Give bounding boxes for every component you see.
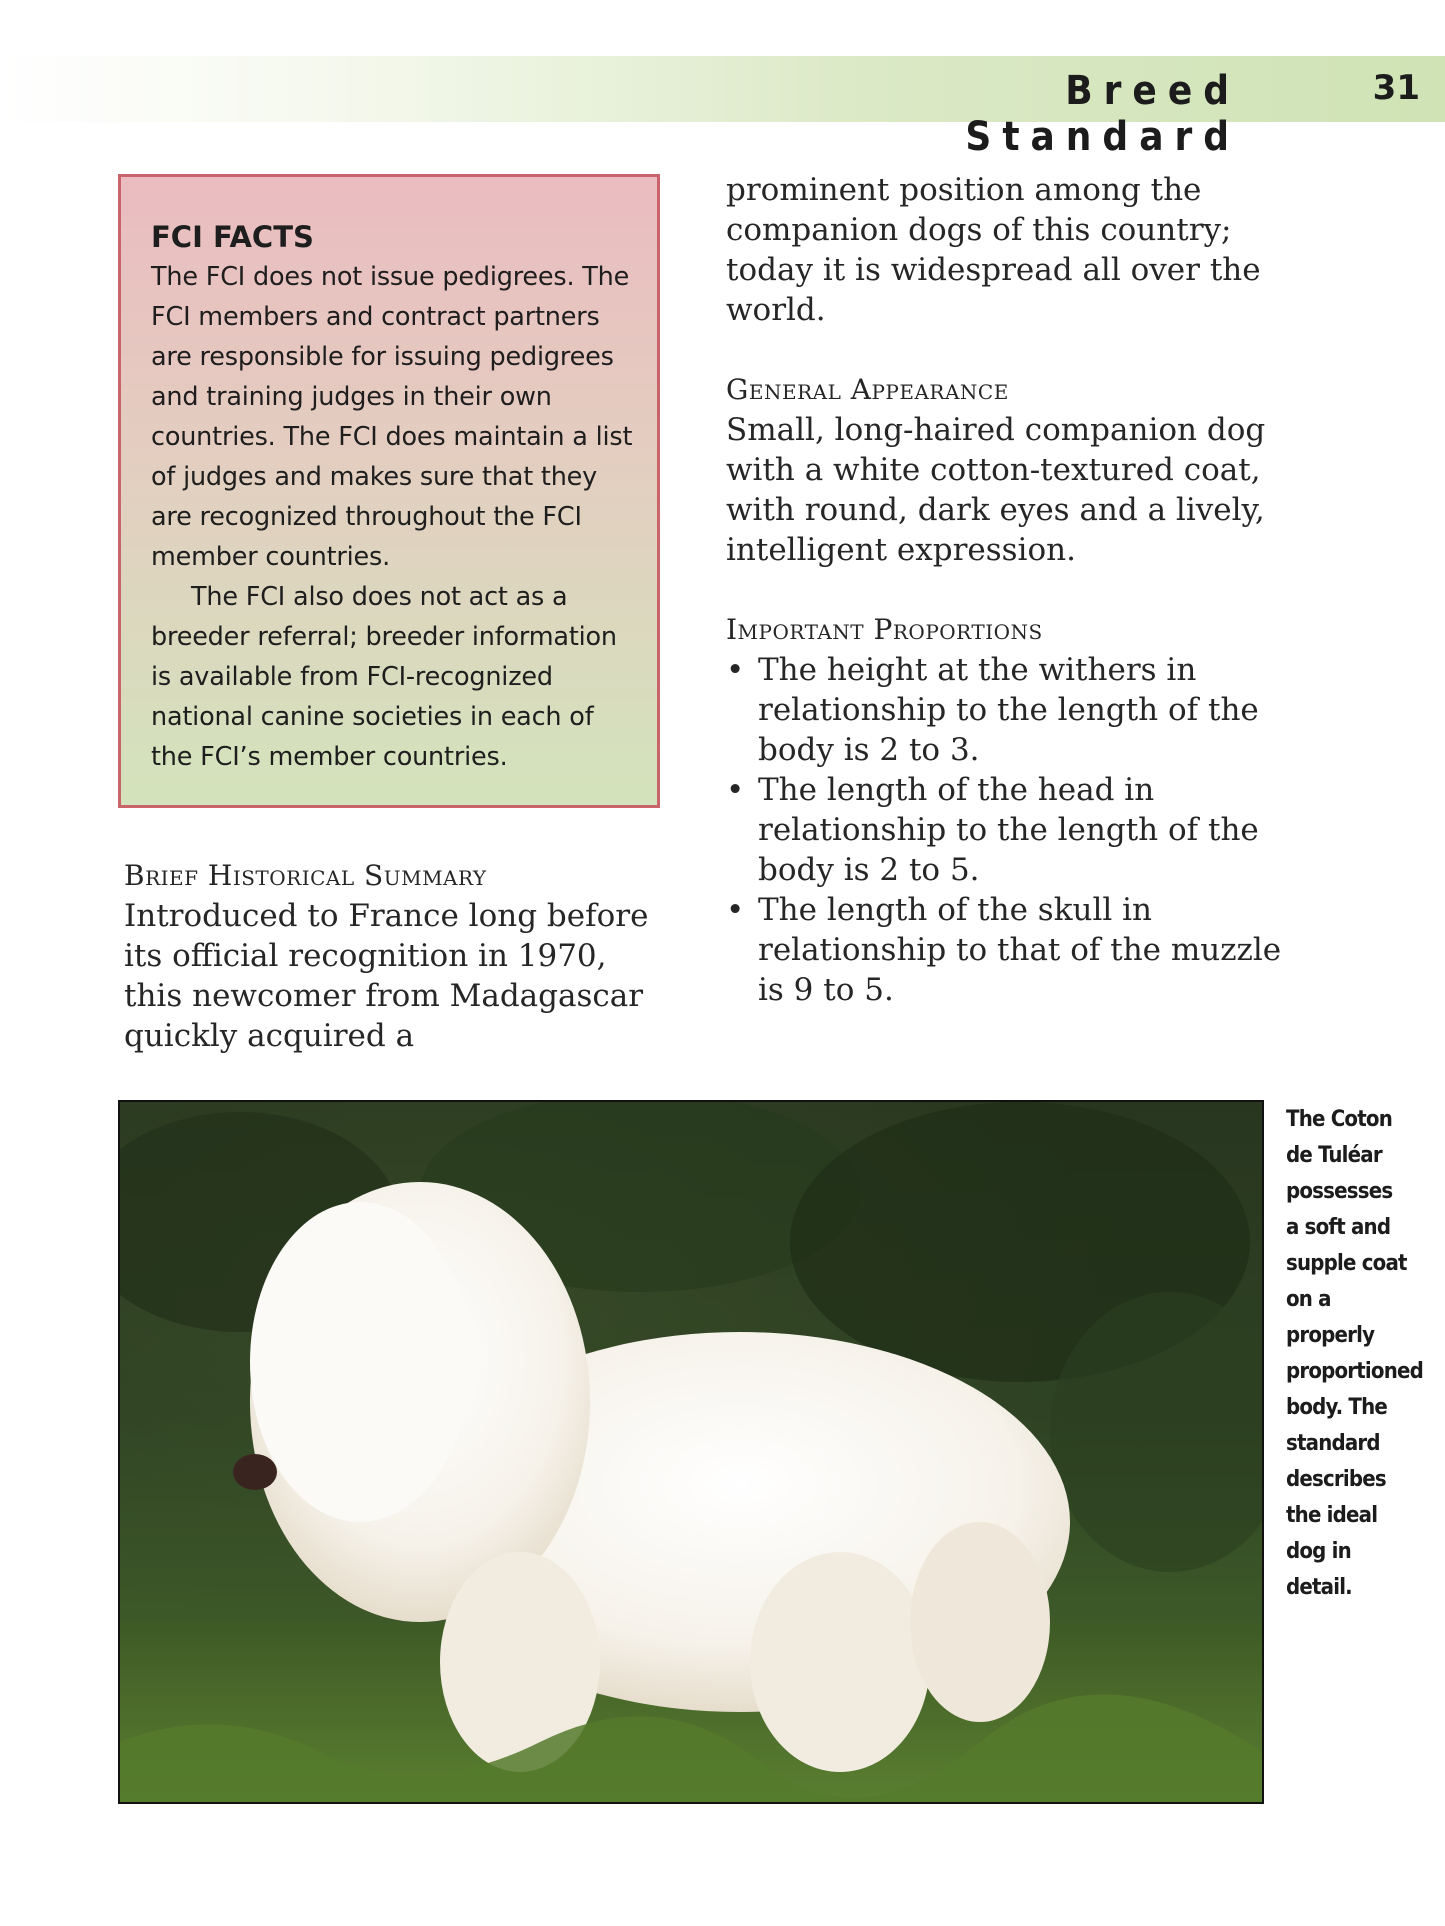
history-text: Introduced to France long before its official recognition in 1970, this newcomer from Madagascar quickly acquired a: [124, 898, 649, 1054]
section-heading-appearance: General Appearance: [726, 373, 1009, 406]
bullet-icon: •: [726, 652, 745, 688]
continuation-text: prominent position among the companion dogs of this country; today it is widespread all over the world.: [726, 172, 1261, 328]
section-heading-proportions: Important Proportions: [726, 613, 1043, 646]
photo-caption: The Coton de Tuléar possesses a soft and supple coat on a properly proportioned body. The standard describes the ideal dog in detail.: [1286, 1107, 1423, 1600]
fci-facts-sidebar: [118, 174, 660, 808]
dog-photo: [118, 1100, 1264, 1804]
sidebar-title: FCI FACTS: [151, 220, 314, 254]
page-number: 31: [1372, 68, 1420, 108]
sidebar-paragraph: The FCI does not issue pedigrees. The FCI members and contract partners are responsible for issuing pedigrees and training judges in their own countries. The FCI does maintain a list of judges and makes sure that they are recognized throughout the FCI member countries.: [151, 262, 633, 572]
proportions-list: [726, 650, 1286, 1010]
list-item: • The length of the skull in relationship to that of the muzzle is 9 to 5.: [726, 892, 1282, 1008]
section-heading-history: Brief Historical Summary: [124, 859, 487, 892]
right-column: [726, 170, 1286, 1010]
appearance-text: Small, long-haired companion dog with a white cotton-textured coat, with round, dark eyes and a lively, intelligent expression.: [726, 412, 1266, 568]
list-item: • The height at the withers in relationship to the length of the body is 2 to 3.: [726, 652, 1259, 768]
bullet-icon: •: [726, 772, 745, 808]
dog-illustration: [120, 1102, 1262, 1802]
list-item: • The length of the head in relationship to the length of the body is 2 to 5.: [726, 772, 1259, 888]
left-column: [124, 856, 664, 1056]
bullet-icon: •: [726, 892, 745, 928]
running-header-title: Breed Standard: [965, 68, 1240, 160]
sidebar-paragraph: The FCI also does not act as a breeder referral; breeder information is available from FCI-recognized national canine societies in each of the FCI’s member countries.: [151, 582, 617, 772]
